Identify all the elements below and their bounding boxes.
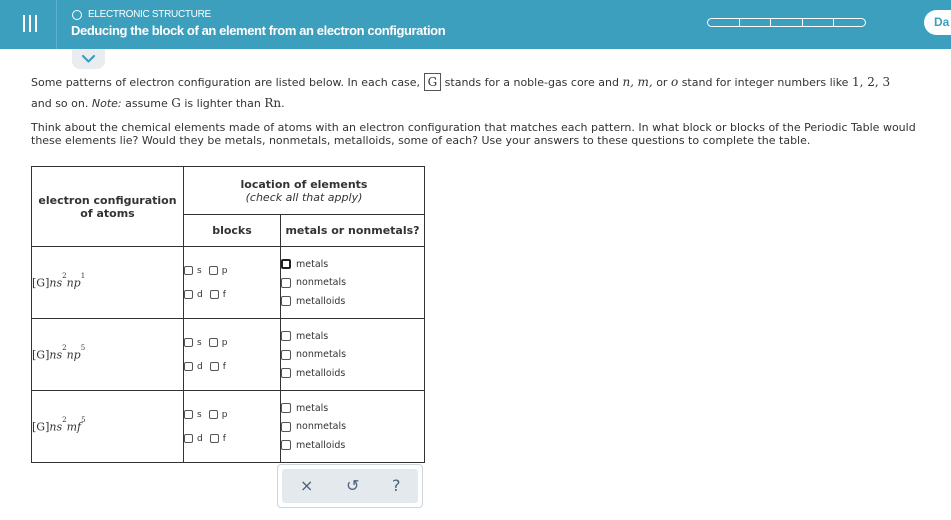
menu-icon[interactable] xyxy=(23,15,39,32)
block-s-checkbox[interactable] xyxy=(184,338,193,347)
clear-icon[interactable]: × xyxy=(300,476,314,495)
block-f-checkbox[interactable] xyxy=(210,290,219,299)
configuration-formula: $[G]ns^2np^5$ xyxy=(32,319,184,391)
block-f-checkbox[interactable] xyxy=(210,434,219,443)
nonmetals-checkbox[interactable] xyxy=(281,350,291,360)
metalloids-checkbox[interactable] xyxy=(281,440,291,450)
intro-paragraph-1: Some patterns of electron configuration are listed below. In each case, G stands for a noble-gas core and n, m, or o stand for integer numbers like 1, 2, 3 and so on. Note: assume G is lighter than Rn. xyxy=(31,75,891,110)
block-p-checkbox[interactable] xyxy=(209,266,218,275)
metal-options: metals nonmetals metalloids xyxy=(281,391,425,463)
progress-segment xyxy=(803,19,835,26)
answer-table xyxy=(31,166,425,463)
configuration-formula: $[G]ns^2mf^5$ xyxy=(32,391,184,463)
block-d-checkbox[interactable] xyxy=(184,290,193,299)
undo-icon[interactable]: ↺ xyxy=(346,476,360,495)
nonmetals-checkbox[interactable] xyxy=(281,422,291,432)
nonmetals-checkbox[interactable] xyxy=(281,278,291,288)
progress-segment xyxy=(708,19,740,26)
progress-segment xyxy=(740,19,772,26)
metal-options: metals nonmetals metalloids xyxy=(281,247,425,319)
column-header-metals: metals or nonmetals? xyxy=(281,215,425,247)
block-d-checkbox[interactable] xyxy=(184,362,193,371)
block-d-checkbox[interactable] xyxy=(184,434,193,443)
block-p-checkbox[interactable] xyxy=(209,338,218,347)
collapse-tab[interactable] xyxy=(72,49,105,69)
metals-checkbox[interactable] xyxy=(281,259,291,269)
circle-icon xyxy=(72,10,82,20)
progress-bar xyxy=(707,18,866,27)
chevron-down-icon xyxy=(81,54,96,64)
data-button[interactable]: Da xyxy=(924,10,951,35)
progress-segment xyxy=(834,19,865,26)
column-header-config: electron configuration of atoms xyxy=(32,167,184,247)
page-title: Deducing the block of an element from an electron configuration xyxy=(71,23,446,38)
metals-checkbox[interactable] xyxy=(281,331,291,341)
progress-segment xyxy=(771,19,803,26)
table-row xyxy=(32,247,425,319)
metalloids-checkbox[interactable] xyxy=(281,368,291,378)
intro-paragraph-2: Think about the chemical elements made of atoms with an electron configuration that matches each pattern. In what block or blocks of the Periodic Table would these elements lie? Would they be metals, nonmetals, metalloids, some of each? Use your answers to these questions to complete the table. xyxy=(31,121,916,147)
block-f-checkbox[interactable] xyxy=(210,362,219,371)
table-row xyxy=(32,319,425,391)
noble-gas-core-symbol: G xyxy=(424,73,442,91)
block-s-checkbox[interactable] xyxy=(184,410,193,419)
help-icon[interactable]: ? xyxy=(392,476,401,495)
configuration-formula: $[G]ns^2np^1$ xyxy=(32,247,184,319)
top-header xyxy=(0,0,951,49)
block-s-checkbox[interactable] xyxy=(184,266,193,275)
column-header-location: location of elements (check all that apply) xyxy=(184,167,425,215)
table-row xyxy=(32,391,425,463)
blocks-options: s p d f xyxy=(184,247,281,319)
blocks-options: s p d f xyxy=(184,319,281,391)
section-label: ELECTRONIC STRUCTURE xyxy=(72,9,211,20)
metal-options: metals nonmetals metalloids xyxy=(281,319,425,391)
block-p-checkbox[interactable] xyxy=(209,410,218,419)
metalloids-checkbox[interactable] xyxy=(281,296,291,306)
header-divider xyxy=(56,0,57,49)
metals-checkbox[interactable] xyxy=(281,403,291,413)
blocks-options: s p d f xyxy=(184,391,281,463)
answer-toolbar xyxy=(277,464,423,508)
column-header-blocks: blocks xyxy=(184,215,281,247)
